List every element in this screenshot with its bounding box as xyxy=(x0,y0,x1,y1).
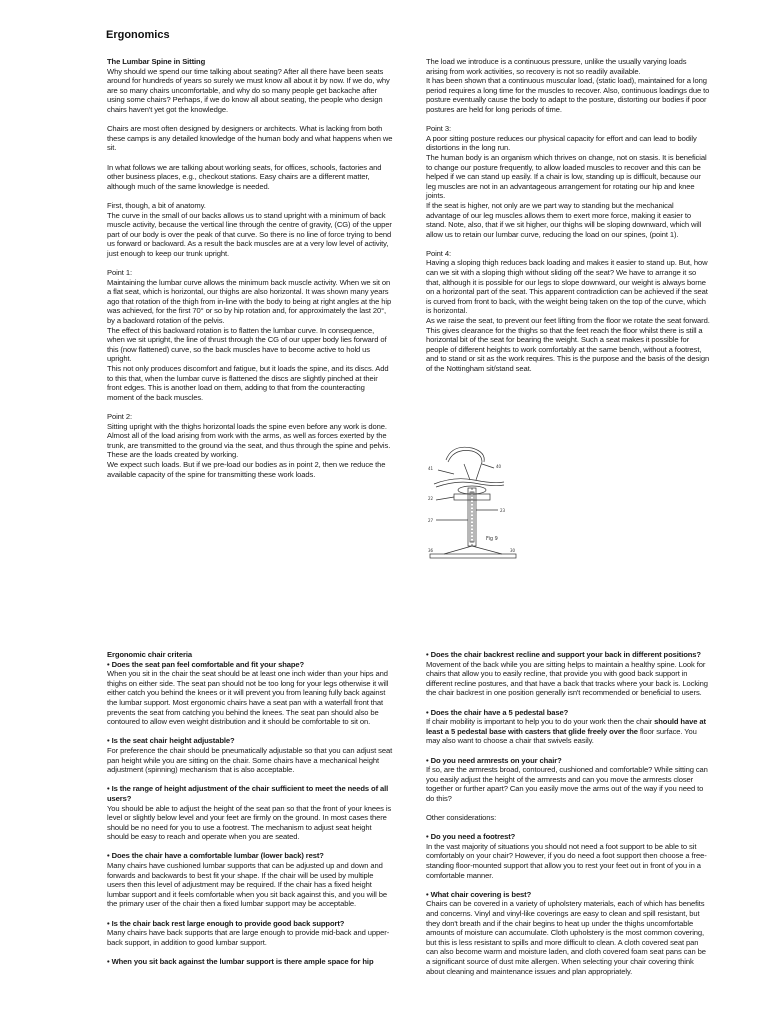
criteria-answer: When you sit in the chair the seat should be at least one inch wider than your hips and thighs on either side. The seat pan should not be too long for your legs otherwise it will either catch you behind the knees or it will prevent you from leaning fully back against the lumbar support. Most ergonomic chairs have a seat pan with a waterfall front that prevents the seat from catching you behind the knees. The seat pan should also be contoured to allow even weight distribution and it should be comfortable to sit on. xyxy=(107,669,389,727)
svg-text:27: 27 xyxy=(428,518,434,523)
criteria-answer: Chairs can be covered in a variety of upholstery materials, each of which has benefits and concerns. Vinyl and vinyl-like coverings are easy to clean and spill resistant, but they don't breath and if the chair begins to heat up under the thighs uncomfortable amounts of moisture can accumulate. Cloth upholstery is the most common covering, but this is less resistant to spills and more difficult to clean. A cloth covered seat pan can also become warm and moisture laden, and cloth covered foam seat pans can be a significant source of dust mite allergen. When selecting your chair covering think about cleaning and maintenance issues and plan appropriately. xyxy=(426,899,706,976)
paragraph: Having a sloping thigh reduces back loading and makes it easier to stand up. But, how can we sit with a sloping thigh without sliding off the seat? We have to arrange it so that, although it is possible for our legs to slope downward, our weight is always borne on a horizontal part of the seat. This apparent contradiction can be achieved if the seat is curved from front to back, with the weight being taken on the top of the curve, which is horizontal. xyxy=(426,258,708,316)
svg-text:40: 40 xyxy=(496,464,502,469)
figure-label: Fig 9 xyxy=(486,536,498,542)
criteria-question: • Is the seat chair height adjustable? xyxy=(107,736,235,746)
paragraph: Maintaining the lumbar curve allows the minimum back muscle activity. When we sit on a flat seat, which is horizontal, our thighs are also horizontal. It was shown many years ago that rotation of the thigh from in-line with the body to being at right angles at the hip was achieved, for the first 70° or so by hip rotation and, for approximately the last 20°, by a backward rotation of the pelvis. xyxy=(107,277,392,326)
criteria-question: • What chair covering is best? xyxy=(426,889,532,899)
page-title: Ergonomics xyxy=(106,29,170,41)
column-right-top xyxy=(426,57,710,383)
criteria-question: • Is the range of height adjustment of the chair sufficient to meet the needs of all users? xyxy=(107,784,389,803)
paragraph: This not only produces discomfort and fatigue, but it loads the spine, and its discs. Add to this that, when the lumbar curve is flattened the discs are slightly pinched at their front edges. This is another load on them, adding to that from the counteracting moment of the back muscles. xyxy=(107,364,389,402)
criteria-question: • Does the seat pan feel comfortable and fit your shape? xyxy=(107,659,305,669)
column-right-bottom xyxy=(426,650,710,986)
criteria-answer: In the vast majority of situations you should not need a foot support to be able to sit comfortably on your chair? However, if you do need a foot support then choose a free-standing floor-mounted support that allow you to rest your feet out in front of you in a comfortable manner. xyxy=(426,841,707,880)
criteria-answer: Many chairs have cushioned lumbar supports that can be adjusted up and down and forwards and backwards to best fit your shape. If the chair will be used by multiple users then this level of adjustment may be required. If the chair has a fixed height lumbar support and it feels comfortable when you sit back against this, and you will be the primary user of the chair then a fixed lumbar support may be acceptable. xyxy=(107,861,388,909)
criteria-answer: If so, are the armrests broad, contoured, cushioned and comfortable? While sitting can you easily adjust the height of the armrests and can you move the armrests closer together or further apart? Can you easily move the arms out of the way if you need to do this? xyxy=(426,765,708,803)
criteria-answer: You should be able to adjust the height of the seat pan so that the front of your knees is level or slightly below level and your feet are firmly on the ground. In most cases there should be no need for you to use a footrest. The mechanism to adjust seat height should be easy to reach and operate when you are seated. xyxy=(107,803,392,842)
paragraph: First, though, a bit of anatomy. xyxy=(107,200,206,210)
paragraph: The curve in the small of our backs allows us to stand upright with a minimum of back muscle activity, because the vertical line through the centre of gravity, (CG) of the upper part of our body is over the peak of that curve. So there is no line of force trying to bend us forward or backward. As a result the back muscles are at a very low level of activity, just enough to keep our trunk upright. xyxy=(107,210,392,258)
criteria-question: • Is the chair back rest large enough to provide good back support? xyxy=(107,918,345,928)
paragraph: Chairs are most often designed by designers or architects. What is lacking from both these camps is any detailed knowledge of the human body and what happens when we sit. xyxy=(107,124,393,153)
criteria-answer: For preference the chair should be pneumatically adjustable so that you can adjust seat pan height while you are sitting on the chair. Some chairs have a mechanical height adjustment (spinning) mechanism that is also acceptable. xyxy=(107,745,393,775)
svg-text:22: 22 xyxy=(428,496,434,501)
paragraph: The load we introduce is a continuous pressure, unlike the usually varying loads arising from work activities, so recovery is not so readily available. xyxy=(426,57,687,76)
criteria-question: • Do you need a footrest? xyxy=(426,832,516,842)
criteria-question: • Do you need armrests on your chair? xyxy=(426,755,562,765)
section-heading: The Lumbar Spine in Sitting xyxy=(107,57,206,66)
svg-text:23: 23 xyxy=(500,508,506,513)
criteria-question: • When you sit back against the lumbar support is there ample space for hip xyxy=(107,957,374,966)
criteria-answer: If chair mobility is important to help you to do your work then the chair xyxy=(426,717,655,727)
paragraph: We expect such loads. But if we pre-load our bodies as in point 2, then we reduce the available capacity of the spine for transmitting these work loads. xyxy=(107,459,386,479)
point-label: Point 3: xyxy=(426,124,451,134)
svg-text:36: 36 xyxy=(428,548,434,553)
criteria-answer: floor surface. You may also want to choose a chair that swivels easily. xyxy=(426,726,697,746)
point-label: Point 1: xyxy=(107,268,132,278)
svg-text:30: 30 xyxy=(510,548,516,553)
paragraph: A poor sitting posture reduces our physical capacity for effort and can lead to bodily distortions in the long run. xyxy=(426,133,697,153)
criteria-question: • Does the chair have a comfortable lumbar (lower back) rest? xyxy=(107,851,324,861)
criteria-answer-emphasis: should have at least a 5 pedestal base with casters that glide freely over the xyxy=(426,717,706,736)
paragraph: As we raise the seat, to prevent our feet lifting from the floor we rotate the seat forward. This gives clearance for the thighs so that the feet reach the floor whilst there is still a horizontal bit of the seat for bearing the weight. Such a seat makes it possible for people of different heights to work comfortably at the same bench, without a footrest, and to stand or sit as the work requires. This is the purpose and the basis of the design of the Nottingham sit/stand seat. xyxy=(426,316,710,373)
paragraph: Sitting upright with the thighs horizontal loads the spine even before any work is done. xyxy=(107,421,387,431)
criteria-answer: Movement of the back while you are sitting helps to maintain a healthy spine. Look for chairs that allow you to easily recline, that provide you with good back support in different recline postures, and that have a back that tracks where your back is. Locking the chair backrest in one position generally isn't recommended or beneficial to users. xyxy=(426,659,708,698)
svg-text:41: 41 xyxy=(428,466,434,471)
seat-technical-drawing xyxy=(424,440,524,568)
criteria-answer: Many chairs have back supports that are large enough to provide mid-back and upper-back support, in addition to good lumbar support. xyxy=(107,928,390,947)
point-label: Point 2: xyxy=(107,411,132,421)
column-left-bottom xyxy=(107,650,393,976)
paragraph: If the seat is higher, not only are we part way to standing but the mechanical advantage of our leg muscles allows them to exert more force, making it easier to stand. Note, also, that if we sit higher, our thighs will be sloping downward, which will allow us to retain our lumbar curve, reducing the load on our spines, (point 1). xyxy=(426,200,702,239)
paragraph: The effect of this backward rotation is to flatten the lumbar curve. In consequence, when we sit upright, the line of thrust through the CG of our upper body lies forward of this (now flattened) curve, so the back muscles have to become active to hold us upright. xyxy=(107,325,387,364)
paragraph: It has been shown that a continuous muscular load, (static load), maintained for a long period requires a long time for the muscles to recover. Also, continuous loadings due to posture eventually cause the body to adapt to the posture, distorting our bodies if poor postures are held for long periods of time. xyxy=(426,76,710,114)
criteria-question: • Does the chair have a 5 pedestal base? xyxy=(426,707,569,717)
section-heading: Ergonomic chair criteria xyxy=(107,650,192,659)
paragraph: Why should we spend our time talking about seating? After all there have been seats around for hundreds of years so surely we must know all about it by now. If we do, why are so many chairs uncomfortable, and why do so many people get backache after using some chairs? Perhaps, if we do know all about seating, the people who design chairs haven't yet got the knowledge. xyxy=(107,66,390,114)
criteria-question: • Does the chair backrest recline and support your back in different positions? xyxy=(426,650,701,659)
paragraph: In what follows we are talking about working seats, for offices, schools, factories and other business places, e.g., checkout stations. Easy chairs are a different matter, although much of the same knowledge is needed. xyxy=(107,162,382,191)
paragraph: The human body is an organism which thrives on change, not on stasis. It is beneficial to change our posture frequently, to allow loaded muscles to recover and this can be helped if we can stand up easily. If a chair is low, standing up is difficult, because our leg muscles are not in an advantageous arrangement for rotating our hip and knee joints. xyxy=(426,152,707,201)
subheading: Other considerations: xyxy=(426,813,497,823)
paragraph: Almost all of the load arising from work with the arms, as well as forces exerted by the trunk, are transmitted to the ground via the seat, and thus through the spine and pelvis. These are the loads created by working. xyxy=(107,431,391,460)
point-label: Point 4: xyxy=(426,248,451,258)
column-left-top xyxy=(107,57,393,489)
